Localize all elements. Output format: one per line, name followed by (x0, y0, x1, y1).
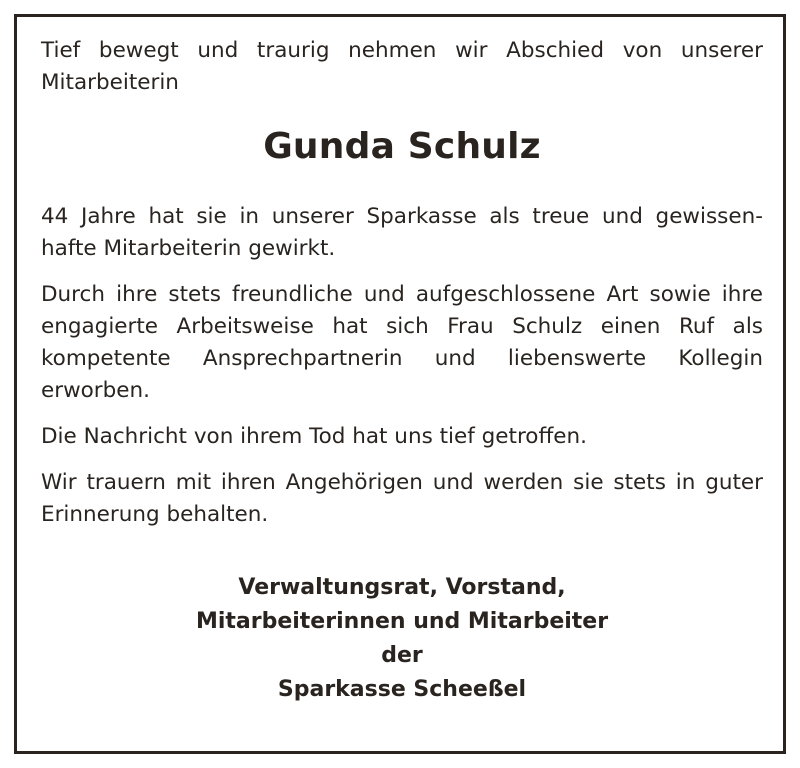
signature-line-staff: Mitarbeiterinnen und Mitarbeiter (195, 609, 609, 634)
paragraph-character: Durch ihre stets freundliche und aufgeschlossene Art sowie ihre engagierte Arbeitsweise hat sich Frau Schulz einen Ruf als kompetente Ansprechpartnerin und liebenswerte Kollegin erworben. (41, 282, 763, 403)
obituary-notice-content (41, 35, 763, 707)
signature-line-board: Verwaltungsrat, Vorstand, (238, 575, 566, 600)
intro-text: Tief bewegt und traurig nehmen wir Abschied von unserer Mitarbeiterin (41, 38, 763, 95)
signature-line-institution: Sparkasse Scheeßel (277, 677, 527, 702)
deceased-name: Gunda Schulz (263, 126, 541, 167)
signature-block (41, 571, 763, 707)
paragraph-years-of-service: 44 Jahre hat sie in unserer Sparkasse als treue und gewissen- hafte Mitarbeiterin gewirkt. (41, 204, 763, 261)
paragraph-remembrance: Wir trauern mit ihren Angehörigen und werden sie stets in guter Erinnerung behalten. (41, 470, 763, 527)
obituary-notice-frame (14, 14, 786, 754)
paragraph-grief: Die Nachricht von ihrem Tod hat uns tief getroffen. (41, 424, 587, 449)
signature-line-of: der (381, 643, 423, 668)
